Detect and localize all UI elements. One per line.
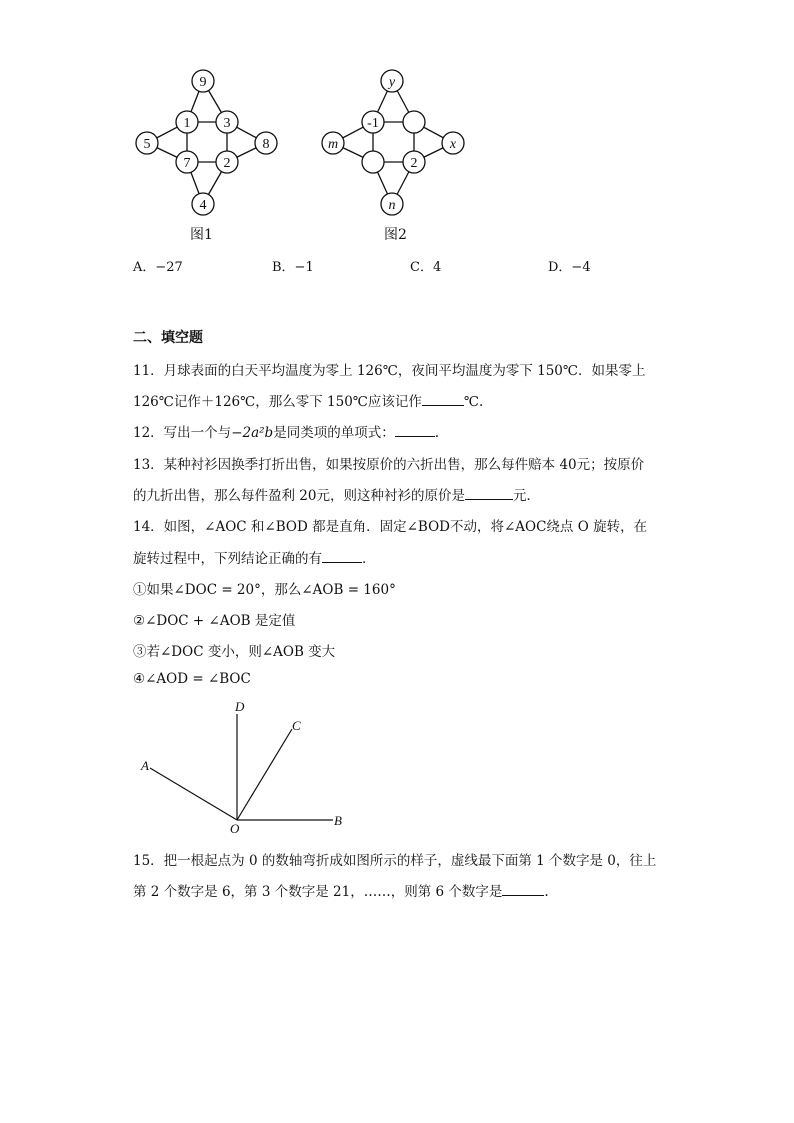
node-label: 4 bbox=[199, 198, 207, 213]
q11-line-2 bbox=[133, 390, 483, 410]
q13-unit: 元． bbox=[512, 488, 540, 504]
node-label: 5 bbox=[143, 137, 151, 152]
node-label: n bbox=[388, 198, 396, 213]
q15-line-2 bbox=[133, 880, 549, 900]
q15-text: 第 2 个数字是 6，第 3 个数字是 21，……，则第 6 个数字是 bbox=[133, 884, 503, 900]
q14-text: 旋转过程中，下列结论正确的有 bbox=[133, 551, 322, 567]
figure-1-diagram bbox=[128, 64, 288, 222]
angle-diagram bbox=[135, 696, 355, 836]
node-label: 9 bbox=[199, 75, 207, 90]
ray-oa bbox=[150, 768, 237, 820]
figure-2-caption: 图2 bbox=[384, 227, 407, 243]
section-title: 二、填空题 bbox=[133, 330, 203, 346]
q15-answer-blank[interactable] bbox=[502, 883, 544, 896]
q12-line bbox=[133, 421, 439, 441]
label-a: A bbox=[141, 758, 149, 773]
q13-line-2 bbox=[133, 484, 540, 504]
q14-statement-4: ④∠AOD = ∠BOC bbox=[133, 671, 251, 687]
q14-statement-3: ③若∠DOC 变小，则∠AOB 变大 bbox=[133, 644, 336, 660]
node-label: 3 bbox=[223, 116, 231, 131]
option-c: C．4 bbox=[410, 260, 442, 275]
q13-line-1: 13．某种衬衫因换季打折出售，如果按原价的六折出售，那么每件赔本 40元；按原价 bbox=[133, 457, 645, 473]
q14-answer-blank[interactable] bbox=[322, 550, 362, 563]
option-b: B．−1 bbox=[272, 260, 314, 275]
q12-text: 12．写出一个与 bbox=[133, 425, 232, 441]
node-label: 8 bbox=[262, 137, 270, 152]
label-b: B bbox=[334, 813, 342, 828]
q12-text-b: 是同类项的单项式： bbox=[273, 425, 395, 441]
q11-unit: ℃. bbox=[463, 394, 484, 410]
node-label: x bbox=[449, 137, 457, 152]
node-label: y bbox=[388, 75, 396, 90]
q13-text: 的九折出售，那么每件盈利 20元，则这种衬衫的原价是 bbox=[133, 488, 465, 504]
node-label: -1 bbox=[367, 116, 379, 131]
option-a: A．−27 bbox=[133, 260, 183, 275]
figure-1-caption: 图1 bbox=[190, 227, 213, 243]
node-label: m bbox=[327, 137, 339, 152]
figure-2-diagram bbox=[313, 64, 473, 222]
node-label: 7 bbox=[183, 156, 191, 171]
q13-answer-blank[interactable] bbox=[465, 487, 513, 500]
node-label: 1 bbox=[183, 116, 191, 131]
ray-oc bbox=[237, 729, 292, 820]
q12-answer-blank[interactable] bbox=[395, 424, 435, 437]
q12-end: . bbox=[434, 425, 439, 441]
label-o: O bbox=[230, 821, 240, 836]
q15-end: . bbox=[544, 884, 549, 900]
q14-end: ． bbox=[362, 551, 376, 567]
q11-text: 126℃记作＋126℃，那么零下 150℃应该记作 bbox=[133, 394, 422, 410]
node-label: 2 bbox=[223, 156, 231, 171]
option-d: D．−4 bbox=[548, 260, 591, 275]
q14-line-1: 14．如图，∠AOC 和∠BOD 都是直角．固定∠BOD不动，将∠AOC绕点 O 旋转，在 bbox=[133, 519, 648, 535]
q14-line-2 bbox=[133, 547, 376, 567]
q14-statement-2: ②∠DOC + ∠AOB 是定值 bbox=[133, 613, 296, 629]
node-label: 2 bbox=[410, 156, 418, 171]
q11-line-1: 11．月球表面的白天平均温度为零上 126℃，夜间平均温度为零下 150℃．如果零上 bbox=[133, 363, 646, 379]
q15-line-1: 15．把一根起点为 0 的数轴弯折成如图所示的样子，虚线最下面第 1 个数字是 0，往上 bbox=[133, 853, 657, 869]
label-d: D bbox=[235, 699, 245, 714]
q12-expression: −2a²b bbox=[231, 425, 274, 441]
q11-answer-blank[interactable] bbox=[422, 393, 464, 406]
q14-statement-1: ①如果∠DOC = 20°，那么∠AOB = 160° bbox=[133, 582, 396, 598]
label-c: C bbox=[292, 718, 301, 733]
